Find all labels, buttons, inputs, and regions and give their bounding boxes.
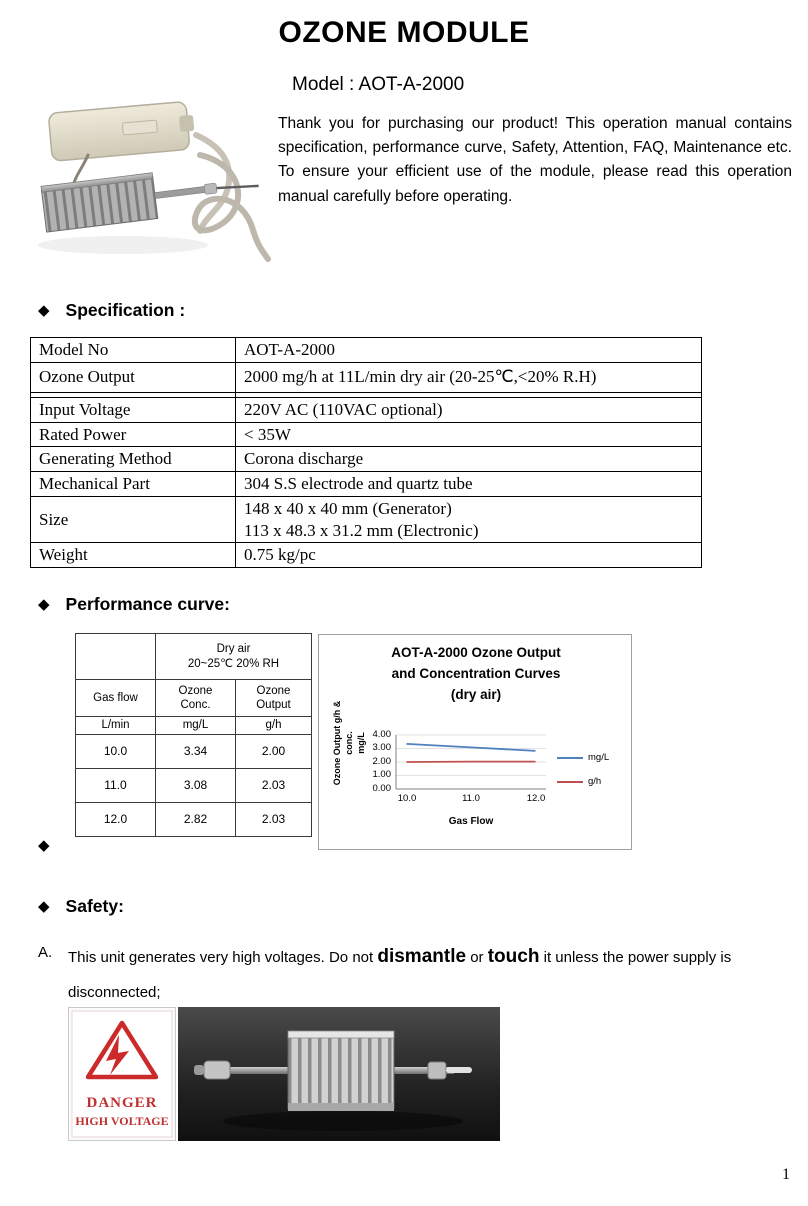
- spec-row-input-voltage: [31, 397, 702, 422]
- specification-heading-label: Specification :: [65, 300, 186, 320]
- legend-line-swatch-blue: [557, 757, 583, 759]
- performance-chart: [318, 634, 632, 850]
- safety-bold-touch: touch: [487, 946, 540, 967]
- perf-cell: 2.03: [236, 803, 312, 837]
- spec-row-model: [31, 338, 702, 363]
- chart-title-line2: and Concentration Curves: [391, 665, 561, 681]
- spec-label: Size: [31, 496, 236, 543]
- spec-label: Generating Method: [31, 447, 236, 472]
- spec-size-line2: 113 x 48.3 x 31.2 mm (Electronic): [244, 520, 479, 540]
- legend-line-swatch-red: [557, 781, 583, 783]
- safety-bold-dismantle: dismantle: [377, 946, 467, 967]
- legend-label: mg/L: [588, 752, 610, 763]
- chart-y-axis-label-line1: Ozone Output g/h & conc.: [332, 700, 355, 786]
- specification-heading: [38, 300, 185, 321]
- perf-empty-cell: [76, 634, 156, 680]
- perf-col-gasflow: Gas flow: [76, 680, 156, 717]
- perf-cell: 12.0: [76, 803, 156, 837]
- legend-item-gh: [557, 776, 609, 787]
- spec-value: 0.75 kg/pc: [236, 543, 702, 568]
- danger-text: DANGER: [86, 1095, 158, 1111]
- safety-heading-label: Safety:: [65, 896, 124, 916]
- page-number: 1: [782, 1166, 790, 1183]
- spec-value: AOT-A-2000: [236, 338, 702, 363]
- spec-value: 2000 mg/h at 11L/min dry air (20-25℃,<20% R.H): [236, 362, 702, 392]
- diamond-bullet-icon: ◆: [38, 302, 50, 319]
- spec-value: [236, 496, 702, 543]
- legend-item-mgl: [557, 752, 609, 763]
- page-title: OZONE MODULE: [278, 16, 530, 49]
- chart-x-axis-label: Gas Flow: [448, 816, 494, 827]
- chart-y-tick: 2.00: [372, 756, 391, 767]
- diamond-bullet-icon: ◆: [38, 837, 50, 854]
- perf-col-conc: Ozone Conc.: [156, 680, 236, 717]
- legend-label: g/h: [588, 776, 602, 787]
- high-voltage-text: HIGH VOLTAGE: [75, 1114, 169, 1128]
- perf-data-row: [76, 803, 312, 837]
- spec-label: Ozone Output: [31, 362, 236, 392]
- perf-unit-flow: L/min: [76, 717, 156, 735]
- performance-heading-label: Performance curve:: [65, 594, 230, 614]
- safety-text-before: This unit generates very high voltages. Do not: [68, 949, 378, 966]
- safety-text-mid: or: [466, 949, 488, 966]
- chart-y-axis-label-line2: mg/L: [356, 732, 367, 754]
- spec-value: Corona discharge: [236, 447, 702, 472]
- spec-size-line1: 148 x 40 x 40 mm (Generator): [244, 498, 452, 518]
- perf-condition-line1: Dry air: [216, 643, 251, 656]
- diamond-bullet-icon: ◆: [38, 898, 50, 915]
- generator-heatsink-photo-image: [178, 1007, 500, 1141]
- spec-label: Mechanical Part: [31, 472, 236, 497]
- spec-value: < 35W: [236, 422, 702, 447]
- chart-y-tick: 3.00: [372, 742, 391, 753]
- safety-item-text: [68, 944, 731, 971]
- perf-header-row: [76, 680, 312, 717]
- power-box-shape: [48, 101, 196, 161]
- heatsink-fins-shape: [288, 1035, 394, 1109]
- spec-row-rated-power: [31, 422, 702, 447]
- danger-high-voltage-sign-image: [68, 1007, 176, 1141]
- chart-x-tick: 10.0: [397, 793, 417, 804]
- chart-x-tick: 11.0: [462, 793, 480, 804]
- chart-title-line3: (dry air): [450, 686, 502, 702]
- safety-heading: [38, 896, 124, 917]
- product-photo-image: [28, 95, 273, 267]
- spec-label: Model No: [31, 338, 236, 363]
- spec-row-ozone-output: [31, 362, 702, 392]
- spec-row-size: [31, 496, 702, 543]
- spec-row-weight: [31, 543, 702, 568]
- safety-item-text-line2: disconnected;: [68, 984, 161, 1001]
- perf-condition-row: [76, 634, 312, 680]
- chart-title-line1: AOT-A-2000 Ozone Output: [391, 645, 561, 660]
- perf-unit-conc: mg/L: [156, 717, 236, 735]
- performance-heading: [38, 594, 230, 615]
- spec-value: 220V AC (110VAC optional): [236, 397, 702, 422]
- intro-paragraph: Thank you for purchasing our product! This operation manual contains specification, performance curve, Safety, Attention, FAQ, Maintenance etc. To ensure your efficient use of the module, please read this operation manual carefully before operating.: [278, 115, 792, 205]
- spec-label: Weight: [31, 543, 236, 568]
- safety-item-a: [38, 944, 786, 1001]
- model-line: Model : AOT-A-2000: [292, 74, 465, 95]
- perf-condition-line2: 20~25℃ 20% RH: [187, 657, 280, 670]
- perf-cell: 2.82: [156, 803, 236, 837]
- perf-cell: 3.08: [156, 769, 236, 803]
- perf-data-row: [76, 769, 312, 803]
- perf-cell: 2.00: [236, 735, 312, 769]
- chart-y-tick: 4.00: [372, 729, 391, 740]
- spec-row-mechanical-part: [31, 472, 702, 497]
- spec-label: Input Voltage: [31, 397, 236, 422]
- safety-text-after: it unless the power supply is: [539, 949, 732, 966]
- perf-cell: 3.34: [156, 735, 236, 769]
- spec-label: Rated Power: [31, 422, 236, 447]
- chart-y-tick: 1.00: [372, 769, 391, 780]
- chart-legend: [557, 752, 609, 787]
- spec-value: 304 S.S electrode and quartz tube: [236, 472, 702, 497]
- perf-cell: 10.0: [76, 735, 156, 769]
- chart-x-tick: 12.0: [526, 793, 546, 804]
- chart-y-tick: 0.00: [372, 783, 391, 794]
- safety-item-label: A.: [38, 944, 53, 961]
- chart-plot-area: [396, 735, 546, 789]
- specification-table: [30, 337, 702, 568]
- perf-units-row: [76, 717, 312, 735]
- performance-table: [75, 633, 312, 837]
- perf-condition-header: [156, 634, 312, 680]
- chart-title: [359, 643, 593, 706]
- perf-cell: 2.03: [236, 769, 312, 803]
- perf-cell: 11.0: [76, 769, 156, 803]
- diamond-bullet-icon: ◆: [38, 596, 50, 613]
- spec-row-generating-method: [31, 447, 702, 472]
- perf-data-row: [76, 735, 312, 769]
- perf-col-output: Ozone Output: [236, 680, 312, 717]
- perf-unit-output: g/h: [236, 717, 312, 735]
